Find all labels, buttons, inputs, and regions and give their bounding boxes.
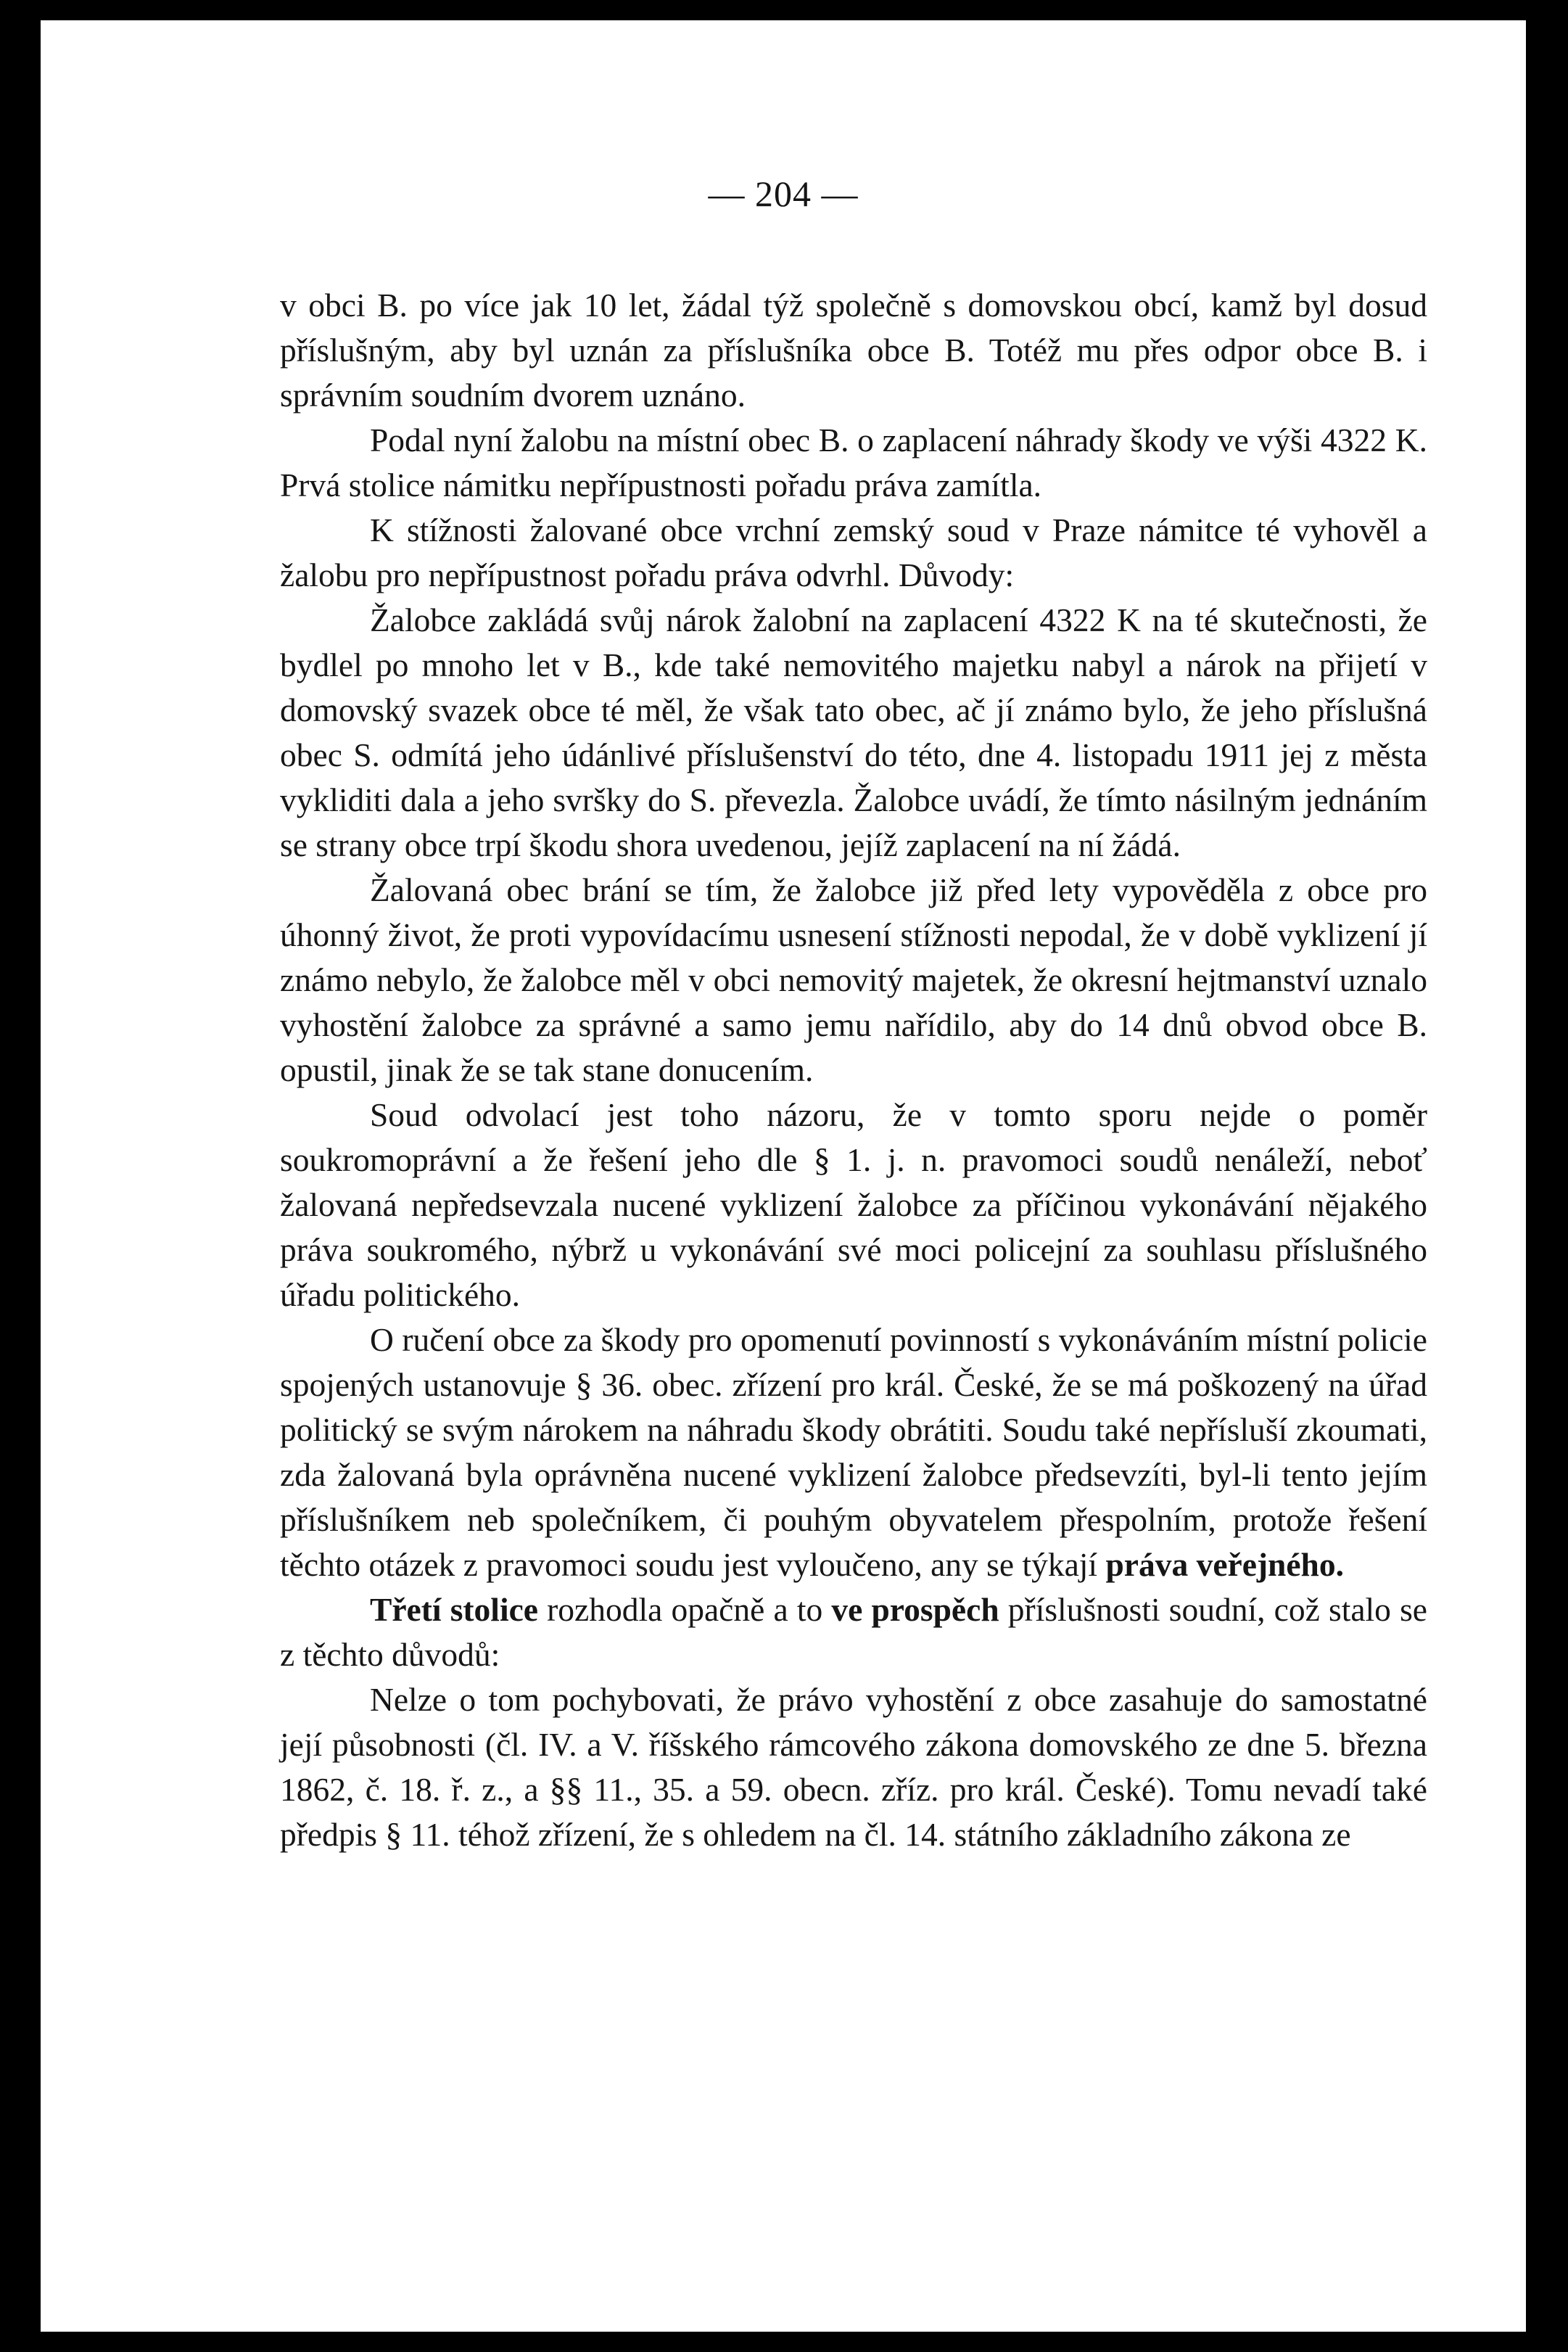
scanned-page	[41, 20, 1526, 2332]
paragraph-5-text: Žalovaná obec brání se tím, že žalobce již před lety vypověděla z obce pro úhonný život, že proti vypovídacímu usnesení stížnosti nepodal, že v době vyklizení jí známo nebylo, že žalobce měl v obci nemovitý majetek, že okresní hejtmanství uznalo vyhostění žalobce za správné a samo jemu nařídilo, aby do 14 dnů obvod obce B. opustil, jinak že se tak stane donucením.	[280, 871, 1427, 1088]
paragraph-3-text: K stížnosti žalované obce vrchní zemský soud v Praze námitce té vyhověl a žalobu pro nepřípustnost pořadu práva odvrhl. Důvody:	[280, 511, 1427, 593]
paragraph-8-text-2: příslušnosti soudní, což stalo se z těchto důvodů:	[280, 1591, 1427, 1673]
paragraph-5	[280, 868, 1427, 1093]
paragraph-7-text: O ručení obce za škody pro opomenutí povinností s vykonáváním místní policie spojených ustanovuje § 36. obec. zřízení pro král. České, že se má poškozený na úřad politický se svým nárokem na náhradu škody obrátiti. Soudu také nepřísluší zkoumati, zda žalovaná byla oprávněna nucené vyklizení žalobce předsevzíti, byl-li tento jejím příslušníkem neb společníkem, či pouhým obyvatelem přespolním, protože řešení těchto otázek z pravomoci soudu jest vyloučeno, any se týkají	[280, 1321, 1427, 1583]
page-number: — 204 —	[708, 173, 859, 214]
paragraph-7	[280, 1317, 1427, 1587]
paragraph-2-text: Podal nyní žalobu na místní obec B. o zaplacení náhrady škody ve výši 4322 K. Prvá stolice námitku nepřípustnosti pořadu práva zamítla.	[280, 422, 1427, 503]
body-text	[280, 283, 1427, 1857]
paragraph-6-text: Soud odvolací jest toho názoru, že v tomto sporu nejde o poměr soukromoprávní a že řešení jeho dle § 1. j. n. pravomoci soudů nenáleží, neboť žalovaná nepředsevzala nucené vyklizení žalobce za příčinou vykonávání nějakého práva soukromého, nýbrž u vykonávání své moci policejní za souhlasu příslušného úřadu politického.	[280, 1096, 1427, 1313]
paragraph-2	[280, 418, 1427, 508]
paragraph-1	[280, 283, 1427, 418]
paragraph-9-text: Nelze o tom pochybovati, že právo vyhostění z obce zasahuje do samostatné její působnosti (čl. IV. a V. říšského rámcového zákona domovského ze dne 5. března 1862, č. 18. ř. z., a §§ 11., 35. a 59. obecn. zříz. pro král. České). Tomu nevadí také předpis § 11. téhož zřízení, že s ohledem na čl. 14. státního základního zákona ze	[280, 1681, 1427, 1853]
paragraph-4-text: Žalobce zakládá svůj nárok žalobní na zaplacení 4322 K na té skutečnosti, že bydlel po mnoho let v B., kde také nemovitého majetku nabyl a nárok na přijetí v domovský svazek obce té měl, že však tato obec, ač jí známo bylo, že jeho příslušná obec S. odmítá jeho údánlivé příslušenství do této, dne 4. listopadu 1911 jej z města vykliditi dala a jeho svršky do S. převezla. Žalobce uvádí, že tímto násilným jednáním se strany obce trpí škodu shora uvedenou, jejíž zaplacení na ní žádá.	[280, 601, 1427, 863]
paragraph-6	[280, 1093, 1427, 1317]
paragraph-9	[280, 1677, 1427, 1857]
paragraph-4	[280, 598, 1427, 868]
paragraph-8-text-1: rozhodla opačně a to	[537, 1591, 832, 1628]
paragraph-7-emphasis: práva veřejného.	[1105, 1546, 1344, 1583]
paragraph-8-emphasis-2: ve prospěch	[831, 1591, 999, 1628]
paragraph-8	[280, 1587, 1427, 1677]
paragraph-1-text: v obci B. po více jak 10 let, žádal týž společně s domovskou obcí, kamž byl dosud příslušným, aby byl uznán za příslušníka obce B. Totéž mu přes odpor obce B. i správním soudním dvorem uznáno.	[280, 287, 1427, 414]
paragraph-8-emphasis-1: Třetí stolice	[370, 1591, 538, 1628]
paragraph-3	[280, 508, 1427, 598]
